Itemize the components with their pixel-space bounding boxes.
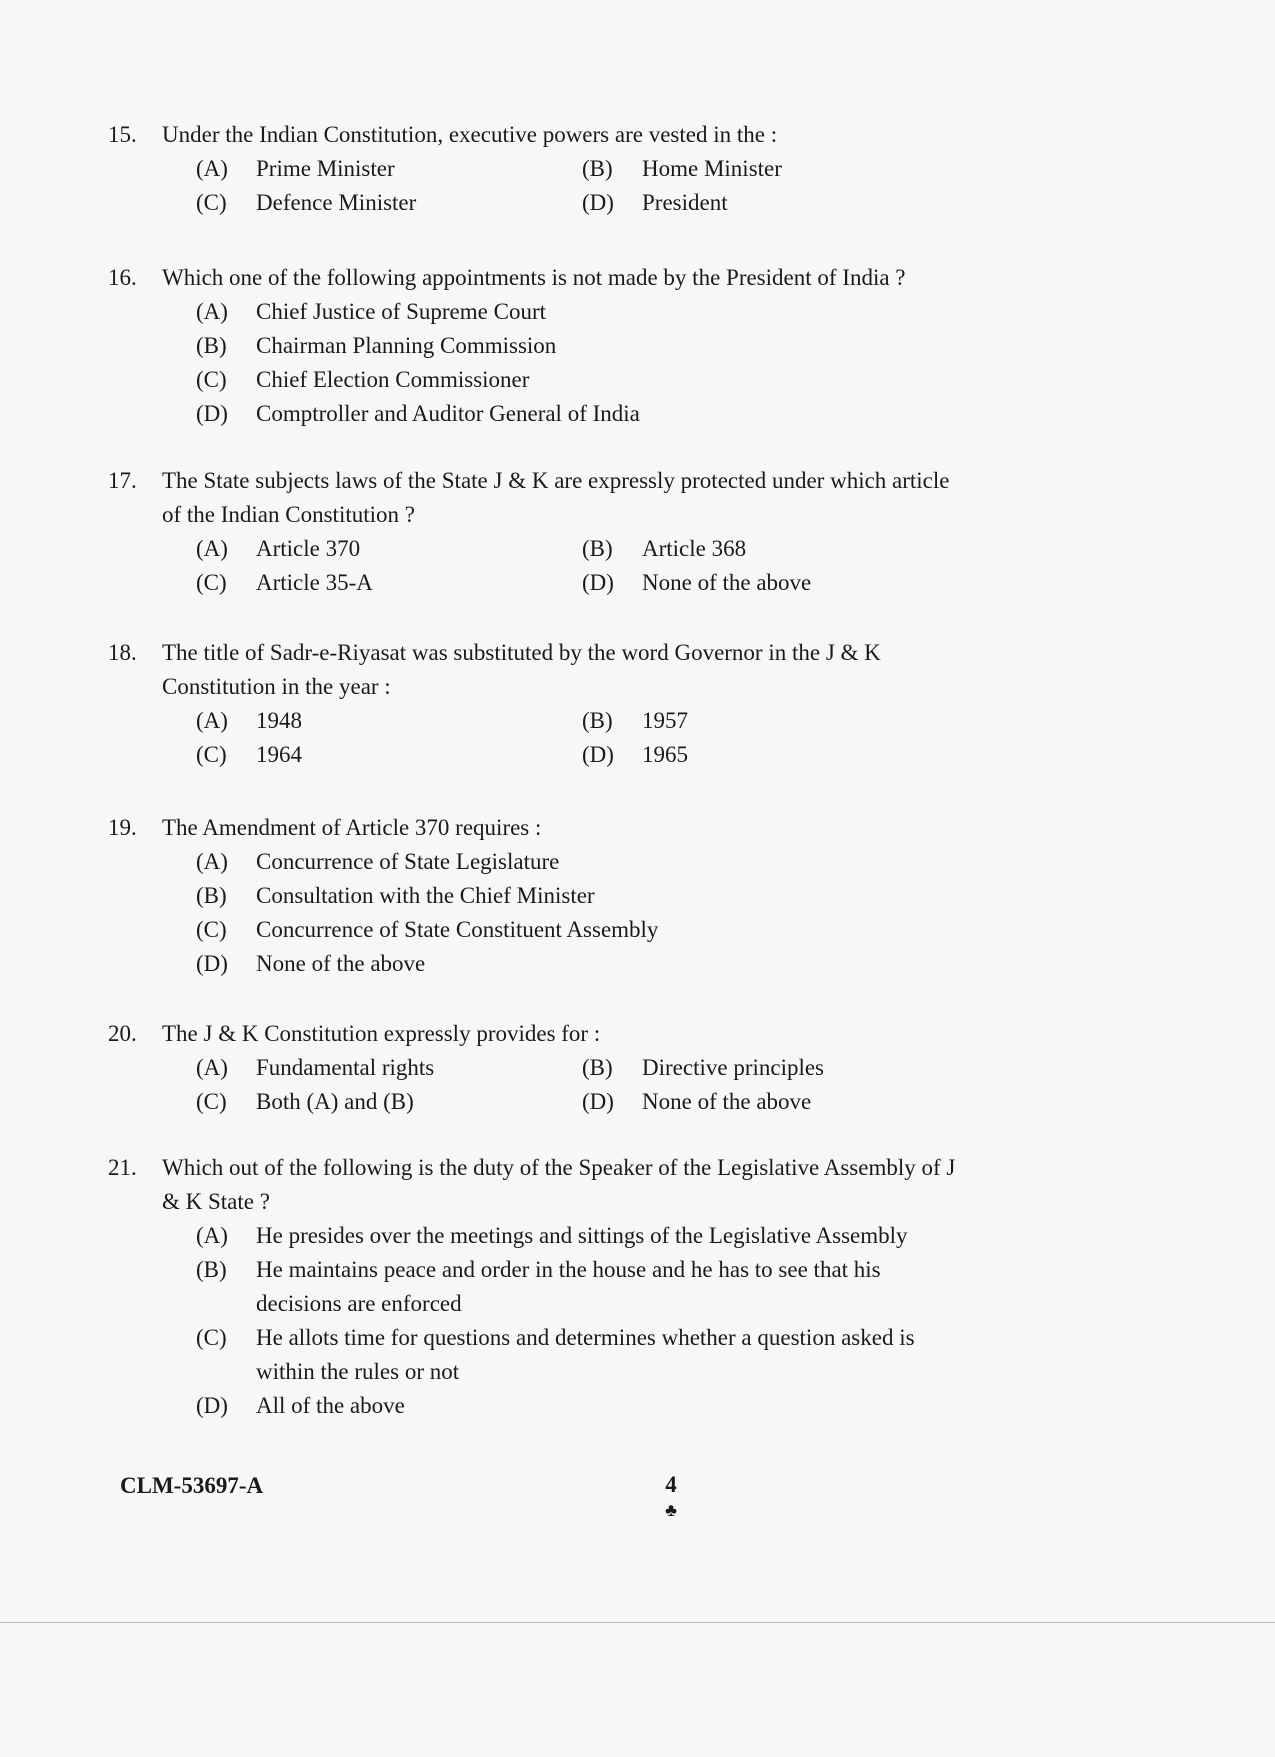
question-text: Which one of the following appointments is not made by the President of India ? [162, 265, 906, 290]
question-text: The State subjects laws of the State J & K are expressly protected under which article of the Indian Constitution ? [162, 468, 950, 527]
option-a: (A) Fundamental rights [196, 1055, 435, 1080]
option-b: (B) Chairman Planning Commission [196, 333, 557, 358]
option-d: (D) None of the above [582, 570, 812, 595]
option-b: (B) He maintains peace and order in the house and he has to see that his decisions are enforced [196, 1257, 881, 1316]
options [196, 532, 968, 600]
question-number: 21. [108, 1155, 137, 1180]
question-number: 15. [108, 122, 137, 147]
question-number: 18. [108, 640, 137, 665]
option-c: (C) Defence Minister [196, 190, 417, 215]
question-number: 20. [108, 1021, 137, 1046]
option-b: (B) Home Minister [582, 156, 782, 181]
option-c: (C) 1964 [196, 742, 302, 767]
option-c: (C) He allots time for questions and determines whether a question asked is within the rules or not [196, 1325, 915, 1384]
option-c: (C) Both (A) and (B) [196, 1089, 414, 1114]
options [196, 845, 968, 981]
option-d: (D) All of the above [196, 1393, 405, 1418]
options [196, 704, 968, 772]
options [196, 152, 968, 220]
question-number: 16. [108, 265, 137, 290]
question-number: 17. [108, 468, 137, 493]
option-a: (A) Concurrence of State Legislature [196, 849, 560, 874]
option-c: (C) Article 35-A [196, 570, 373, 595]
option-d: (D) None of the above [582, 1089, 812, 1114]
option-a: (A) Prime Minister [196, 156, 395, 181]
option-d: (D) None of the above [196, 951, 426, 976]
option-b: (B) 1957 [582, 708, 688, 733]
option-b: (B) Consultation with the Chief Minister [196, 883, 595, 908]
option-a: (A) He presides over the meetings and sittings of the Legislative Assembly [196, 1223, 908, 1248]
question-17 [108, 464, 968, 600]
option-a: (A) Article 370 [196, 536, 361, 561]
question-text: Under the Indian Constitution, executive powers are vested in the : [162, 122, 778, 147]
option-d: (D) 1965 [582, 742, 688, 767]
question-text: The title of Sadr-e-Riyasat was substituted by the word Governor in the J & K Constitution in the year : [162, 640, 881, 699]
options [196, 1219, 968, 1423]
question-text: The J & K Constitution expressly provides for : [162, 1021, 601, 1046]
question-15 [108, 118, 968, 220]
option-c: (C) Chief Election Commissioner [196, 367, 530, 392]
option-a: (A) 1948 [196, 708, 302, 733]
question-18 [108, 636, 968, 772]
option-d: (D) President [582, 190, 728, 215]
option-a: (A) Chief Justice of Supreme Court [196, 299, 547, 324]
page-number: 4 [665, 1472, 677, 1497]
question-20 [108, 1017, 968, 1119]
options [196, 295, 968, 431]
option-b: (B) Article 368 [582, 536, 747, 561]
options [196, 1051, 968, 1119]
question-text: The Amendment of Article 370 requires : [162, 815, 542, 840]
bottom-rule [0, 1622, 1275, 1623]
club-symbol: ♣ [665, 1500, 677, 1520]
paper-code: CLM-53697-A [120, 1473, 264, 1498]
option-b: (B) Directive principles [582, 1055, 825, 1080]
question-number: 19. [108, 815, 137, 840]
question-16 [108, 261, 968, 431]
question-19 [108, 811, 968, 981]
question-text: Which out of the following is the duty of the Speaker of the Legislative Assembly of J & K State ? [162, 1155, 956, 1214]
question-21 [108, 1151, 968, 1423]
option-d: (D) Comptroller and Auditor General of India [196, 401, 640, 426]
option-c: (C) Concurrence of State Constituent Assembly [196, 917, 659, 942]
